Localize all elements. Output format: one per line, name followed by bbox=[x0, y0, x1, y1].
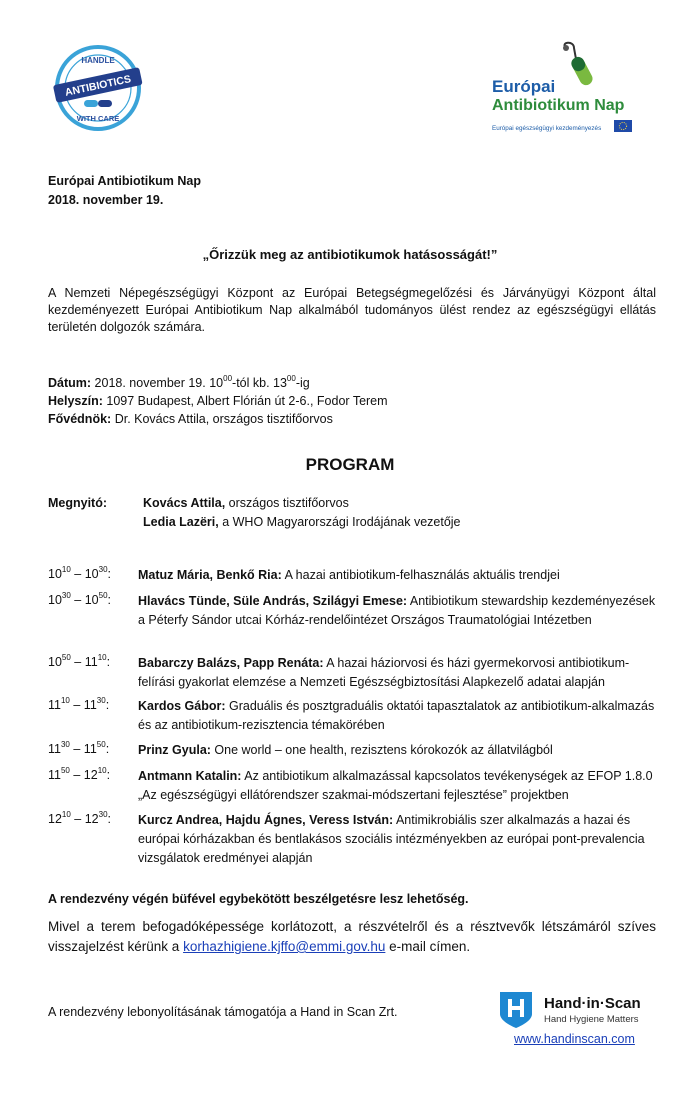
program-time-start-minute: 10 bbox=[60, 696, 70, 705]
program-item bbox=[138, 741, 658, 760]
program-time-start-minute: 50 bbox=[60, 766, 70, 775]
program-time-end-minute: 10 bbox=[97, 766, 107, 775]
program-item-speakers: Antmann Katalin: bbox=[138, 769, 242, 783]
program-time-end-minute: 30 bbox=[98, 810, 108, 819]
program-item-time: $12^{10} - 12^{30}$: bbox=[48, 810, 112, 826]
program-time-end-minute: 50 bbox=[98, 591, 108, 600]
logo-antibiotics-text: ANTIBIOTICS bbox=[63, 73, 133, 99]
program-item-topic: A hazai antibiotikum-felhasználás aktuális trendjei bbox=[281, 568, 560, 582]
intro-paragraph: A Nemzeti Népegészségügyi Központ az Európai Betegségmegelőzési és Járványügyi Központ által kezdeményezett Európai Antibiotikum Nap alkalmából tudományos ülést rendez az egészségügyi ellátás területén dolgozók számára. bbox=[48, 286, 656, 334]
date-value-a: 2018. november 19. 10 bbox=[94, 376, 224, 390]
program-item-speakers: Matuz Mária, Benkő Ria: bbox=[138, 568, 282, 582]
program-time-end-hour: 10 bbox=[84, 593, 99, 607]
date-value-b: -tól kb. 13 bbox=[232, 376, 287, 390]
program-item-time: $11^{30} - 11^{50}$: bbox=[48, 740, 110, 756]
logo-tagline-text: Európai egészségügyi kezdeményezés bbox=[492, 125, 602, 132]
program-time-end-hour: 11 bbox=[83, 742, 97, 756]
place-label: Helyszín: bbox=[48, 394, 103, 408]
program-time-end-minute: 50 bbox=[96, 740, 106, 749]
opener-1-name: Kovács Attila, bbox=[143, 496, 226, 510]
program-item-topic: A hazai háziorvosi és házi gyermekorvosi antibiotikum-felírási gyakorlat elemzése a Nemzeti Egészségbiztosítási Alapkezelő adatai alapján bbox=[138, 656, 630, 689]
sponsor-website-link[interactable]: www.handinscan.com bbox=[514, 1032, 635, 1046]
logo-europai-text: Európai bbox=[492, 77, 556, 96]
program-time-start-minute: 10 bbox=[61, 810, 71, 819]
program-item-time: $10^{50} - 11^{10}$: bbox=[48, 653, 111, 669]
patron-line bbox=[48, 412, 333, 426]
european-antibiotic-day-logo bbox=[480, 40, 660, 140]
opener-1-role: országos tisztifőorvos bbox=[225, 496, 349, 510]
patron-value: Dr. Kovács Attila, országos tisztifőorvos bbox=[114, 412, 333, 426]
opener-1 bbox=[143, 496, 349, 510]
program-title: PROGRAM bbox=[305, 455, 395, 474]
sponsor-note: A rendezvény lebonyolításának támogatója a Hand in Scan Zrt. bbox=[48, 1005, 398, 1019]
opener-label: Megnyitó: bbox=[48, 496, 108, 510]
stethoscope-pill-icon bbox=[563, 43, 595, 88]
program-item-time: $11^{10} - 11^{30}$: bbox=[48, 696, 110, 712]
hand-in-scan-tagline: Hand Hygiene Matters bbox=[544, 1014, 639, 1025]
program-item bbox=[138, 566, 658, 585]
event-name: Európai Antibiotikum Nap bbox=[48, 174, 202, 188]
program-time-end-minute: 30 bbox=[96, 696, 106, 705]
handle-antibiotics-logo bbox=[48, 44, 148, 132]
program-time-end-hour: 12 bbox=[84, 812, 99, 826]
program-time-start-minute: 50 bbox=[61, 653, 71, 662]
program-item-time: $11^{50} - 12^{10}$: bbox=[48, 766, 111, 782]
date-line bbox=[48, 376, 310, 390]
program-item-time: $10^{30} - 10^{50}$: bbox=[48, 591, 112, 607]
place-value: 1097 Budapest, Albert Flórián út 2-6., Fodor Terem bbox=[106, 394, 388, 408]
logo-with-care-text: WITH CARE bbox=[76, 114, 120, 123]
date-label: Dátum: bbox=[48, 376, 92, 390]
program-time-start-hour: 11 bbox=[48, 742, 61, 756]
program-item-topic: Graduális és posztgraduális oktatói tapasztalatok az antibiotikum-alkalmazás és az antibiotikum-rezisztencia témakörében bbox=[138, 699, 655, 732]
opener-2-name: Ledia Lazëri, bbox=[143, 515, 219, 529]
eu-flag-icon bbox=[614, 120, 632, 132]
program-item bbox=[138, 697, 658, 735]
patron-label: Fővédnök: bbox=[48, 412, 112, 426]
program-time-end-minute: 30 bbox=[98, 565, 108, 574]
program-item-topic: Az antibiotikum alkalmazással kapcsolatos tevékenységek az EFOP 1.8.0 „Az egészségügyi ellátórendszer szakmai-módszertani fejlesztése” projektben bbox=[138, 769, 653, 802]
date-value-c: -ig bbox=[295, 376, 310, 390]
hand-in-scan-name: Hand·in·Scan bbox=[544, 995, 641, 1012]
program-time-start-hour: 11 bbox=[48, 768, 61, 782]
place-line bbox=[48, 394, 388, 408]
rsvp-email-link[interactable]: korhazhigiene.kjffo@emmi.gov.hu bbox=[183, 939, 386, 954]
program-time-start-hour: 12 bbox=[48, 812, 62, 826]
program-time-start-hour: 10 bbox=[48, 593, 62, 607]
program-time-start-minute: 10 bbox=[61, 565, 71, 574]
slogan: „Őrizzük meg az antibiotikumok hatásosságát!” bbox=[202, 247, 498, 262]
hand-in-scan-logo bbox=[496, 988, 676, 1030]
opener-2 bbox=[143, 515, 461, 529]
program-item-topic: Antibiotikum stewardship kezdeményezések a Péterfy Sándor utcai Kórház-rendelőintézet Országos Traumatológiai Intézetben bbox=[138, 594, 656, 627]
program-item-speakers: Prinz Gyula: bbox=[138, 743, 211, 757]
program-time-end-hour: 10 bbox=[84, 567, 99, 581]
program-item bbox=[138, 767, 658, 805]
buffet-note: A rendezvény végén büfével egybekötött beszélgetésre lesz lehetőség. bbox=[48, 892, 469, 906]
program-time-start-hour: 11 bbox=[48, 698, 61, 712]
rsvp-text-a: Mivel a terem befogadóképessége korlátozott, a részvételről és a résztvevők létszámáról szíves visszajelzést kérünk a bbox=[48, 919, 656, 954]
program-item-time: $10^{10} - 10^{30}$: bbox=[48, 565, 112, 581]
program-item-topic: Antimikrobiális szer alkalmazás a hazai és európai kórházakban és bentlakásos szociális intézményekben az európai pont-prevalencia vizsgálatok eredményei alapján bbox=[138, 813, 645, 865]
program-time-end-hour: 12 bbox=[83, 768, 98, 782]
logo-antibiotikum-nap-text: Antibiotikum Nap bbox=[492, 97, 625, 114]
program-time-start-hour: 10 bbox=[48, 567, 62, 581]
program-item bbox=[138, 654, 658, 692]
program-item bbox=[138, 592, 658, 630]
program-time-end-hour: 11 bbox=[84, 655, 98, 669]
event-date: 2018. november 19. bbox=[48, 193, 164, 207]
program-time-start-minute: 30 bbox=[60, 740, 70, 749]
program-item-speakers: Hlavács Tünde, Süle András, Szilágyi Emese: bbox=[138, 594, 408, 608]
program-item-topic: One world – one health, rezisztens kórokozók az állatvilágból bbox=[210, 743, 553, 757]
rsvp-paragraph bbox=[48, 917, 656, 957]
hand-in-scan-shield-icon bbox=[500, 992, 532, 1028]
program-time-start-hour: 10 bbox=[48, 655, 62, 669]
program-time-end-hour: 11 bbox=[83, 698, 97, 712]
program-item-speakers: Kardos Gábor: bbox=[138, 699, 226, 713]
program-item bbox=[138, 811, 658, 868]
rsvp-text-b: e-mail címen. bbox=[385, 939, 471, 954]
opener-2-role: a WHO Magyarországi Irodájának vezetője bbox=[218, 515, 461, 529]
logo-handle-text: HANDLE bbox=[81, 56, 115, 65]
program-item-speakers: Kurcz Andrea, Hajdu Ágnes, Veress István: bbox=[138, 813, 394, 827]
date-sup-start: 00 bbox=[223, 374, 233, 383]
date-sup-end: 00 bbox=[286, 374, 296, 383]
program-time-end-minute: 10 bbox=[97, 653, 107, 662]
program-time-start-minute: 30 bbox=[61, 591, 71, 600]
program-item-speakers: Babarczy Balázs, Papp Renáta: bbox=[138, 656, 324, 670]
